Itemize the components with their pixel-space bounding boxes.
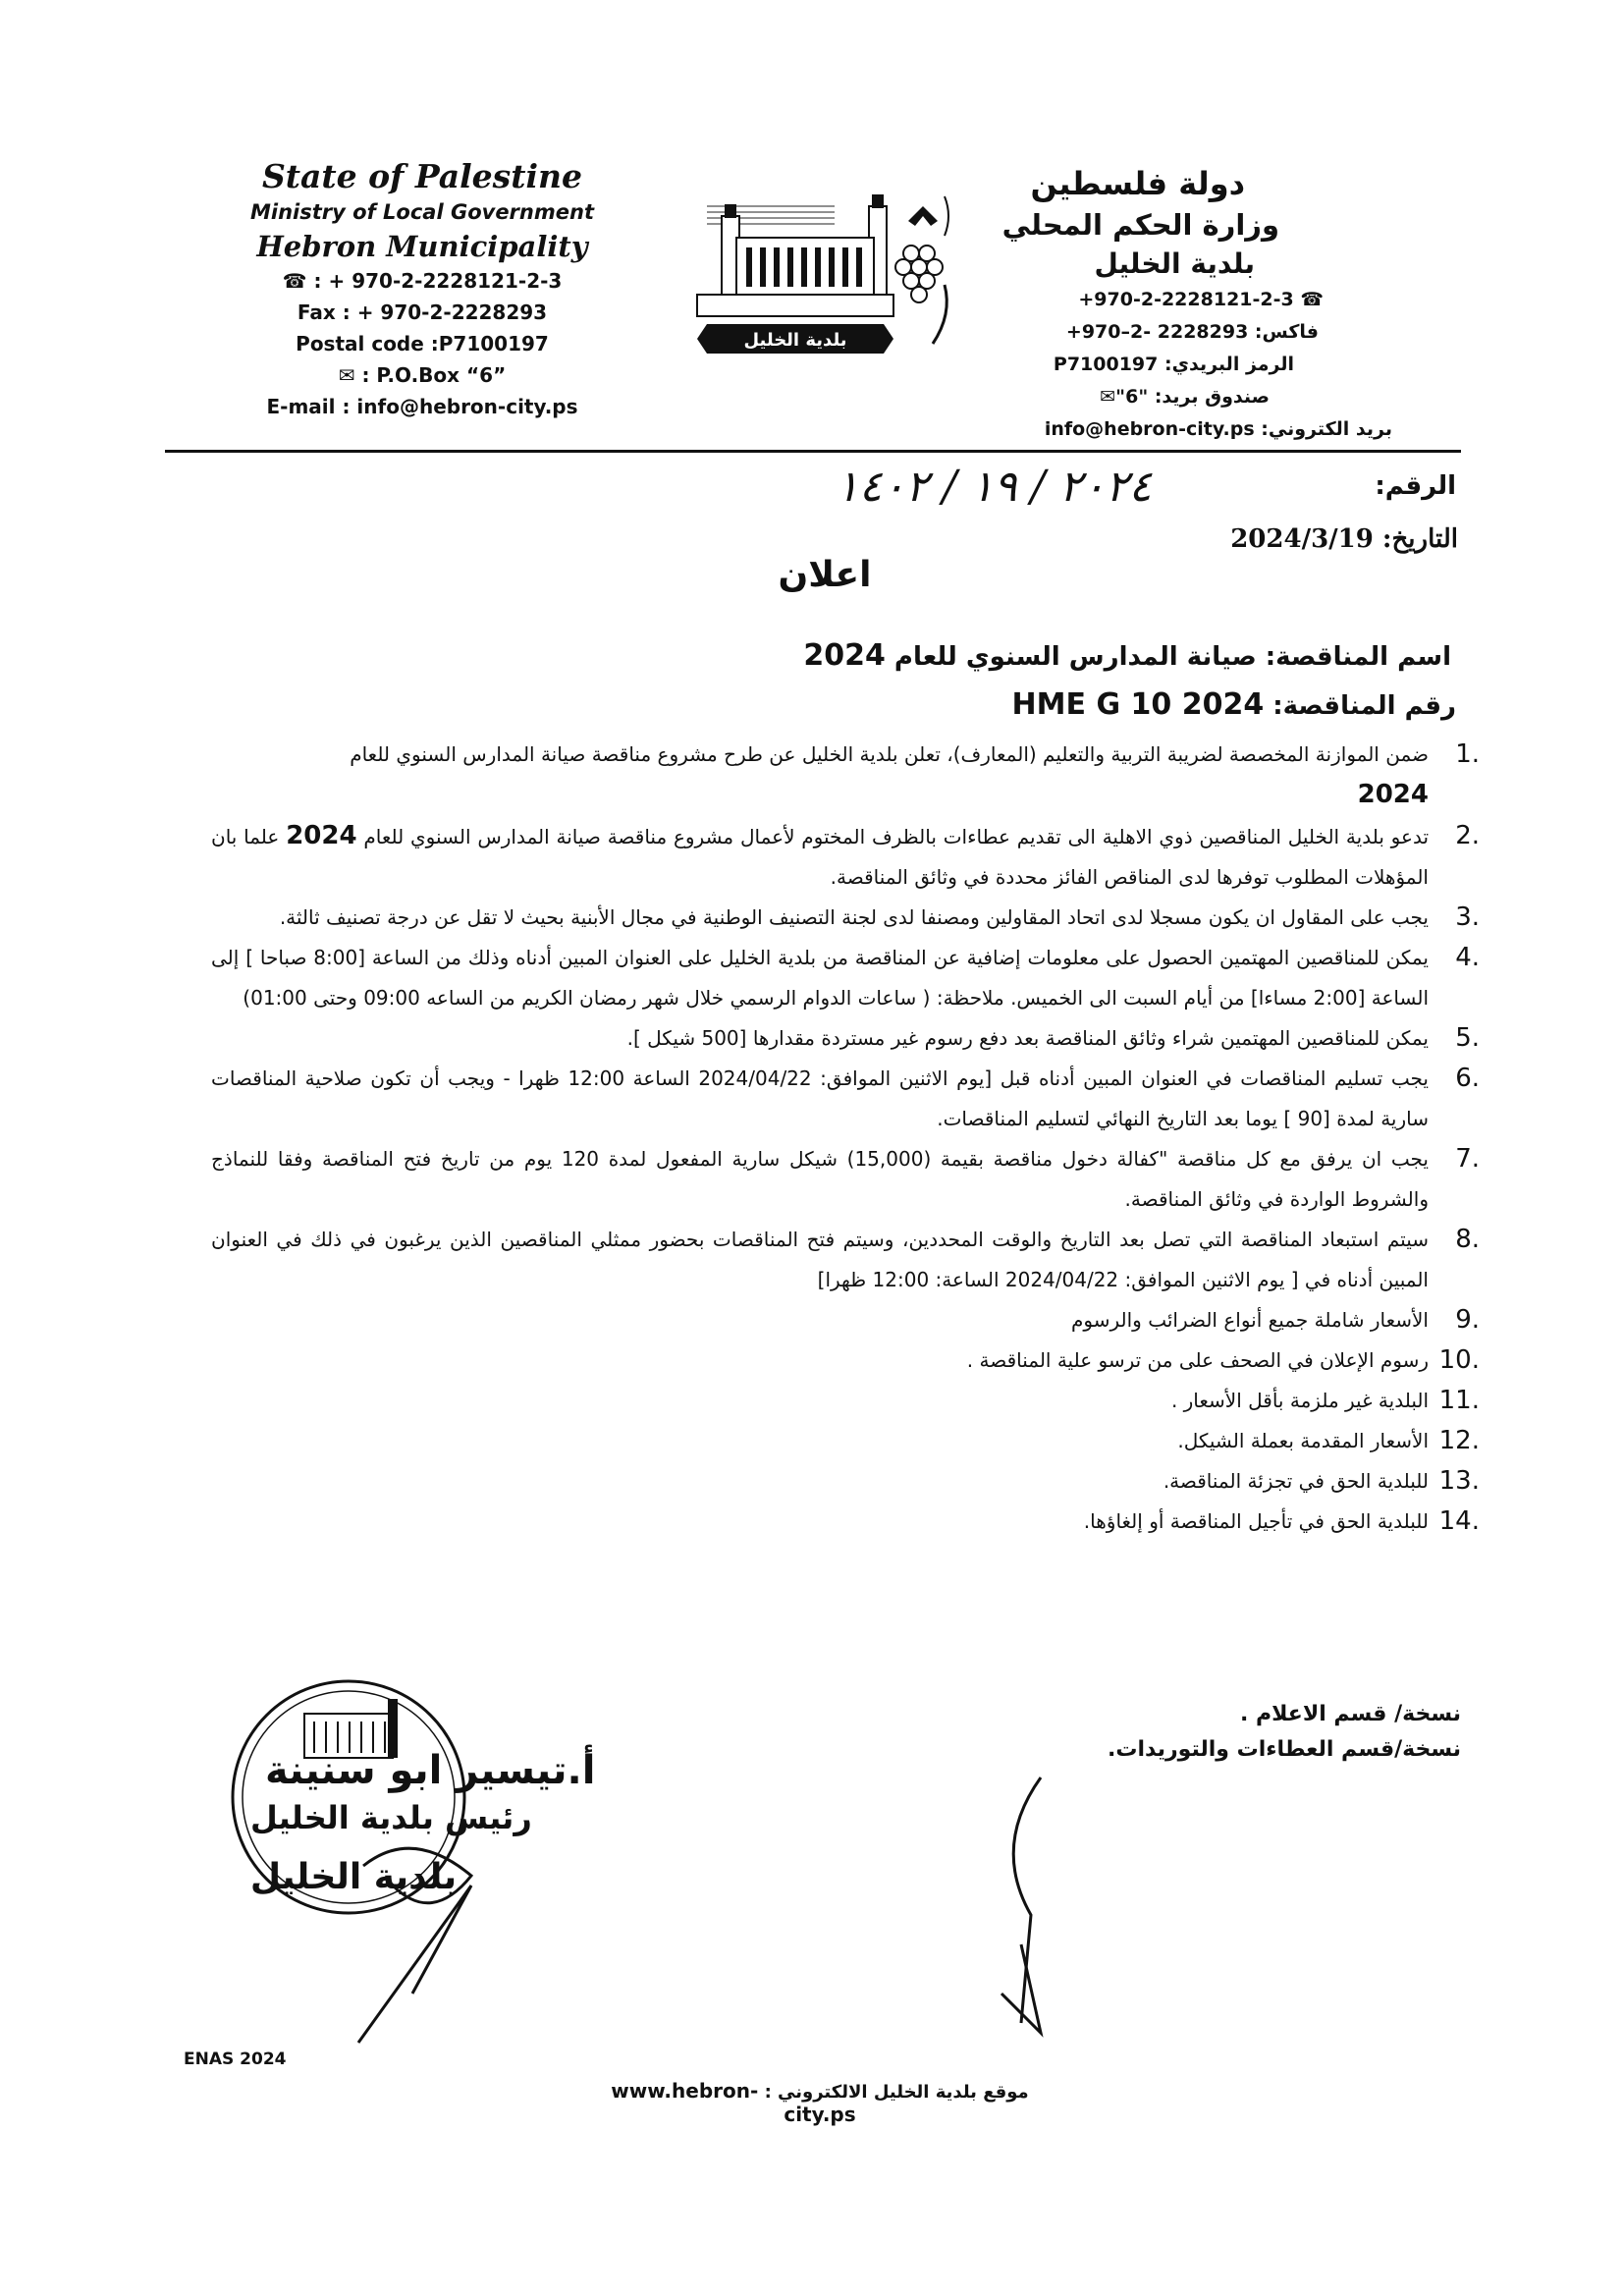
email-ar: بريد الكتروني: info@hebron-city.ps — [1044, 418, 1392, 440]
header-english — [226, 157, 619, 422]
list-item: 6. يجب تسليم المناقصات في العنوان المبين أدناه قبل [يوم الاثنين الموافق: 2024/04/22 الساعة 12:00 ظهرا - ويجب أن تكون صلاحية المناقصات سارية لمدة [90 ] يوما بعد التاريخ النهائي لتسليم المناقصات. — [211, 1064, 1480, 1130]
list-item: 14. للبلدية الحق في تأجيل المناقصة أو إلغاؤها. — [1083, 1506, 1480, 1536]
list-item: 3. يجب على المقاول ان يكون مسجلا لدى اتحاد المقاولين ومصنفا لدى لجنة التصنيف الوطنية في مجال الأبنية بحيث لا تقل عن درجة تصنيف ثالثة. — [279, 902, 1480, 932]
handwritten-signature — [353, 1768, 1080, 2052]
reference-number-handwritten: ٢٠٢٤ / ١٩ / ١٤٠٢ — [836, 462, 1152, 512]
phone-ar: +970-2-2228121-2-3 ☎ — [1078, 289, 1324, 310]
copy-tenders-dept: نسخة/قسم العطاءات والتوريدات. — [1108, 1737, 1461, 1762]
website-link[interactable]: www.hebron-city.ps — [611, 2079, 856, 2126]
tender-name-label: اسم المناقصة: صيانة المدارس السنوي للعام — [893, 642, 1451, 672]
footer-code: ENAS 2024 — [184, 2050, 287, 2069]
municipality-name-en: Hebron Municipality — [256, 230, 588, 263]
document-date: التاريخ: 2024/3/19 — [1230, 524, 1458, 554]
copy-media-dept: نسخة/ قسم الاعلام . — [1239, 1702, 1461, 1726]
list-item: 4. يمكن للمناقصين المهتمين الحصول على معلومات إضافية عن المناقصة من بلدية الخليل على العنوان المبين أدناه وذلك من الساعة [8:00 صباحا ] إلى الساعة [2:00 مساءا] من أيام السبت الى الخميس. ملاحظة: ( ساعات الدوام الرسمي خلال شهر رمضان الكريم من الساعه 09:00 وحتى 01:00) — [211, 943, 1480, 1010]
header-divider — [165, 450, 1461, 453]
tender-number-value: HME G 10 2024 — [1011, 687, 1265, 722]
fax-ar: فاكس: 2228293 -2–970+ — [1065, 321, 1319, 343]
list-item: 12. الأسعار المقدمة بعملة الشيكل. — [1177, 1426, 1480, 1455]
pobox-en: ✉ : P.O.Box “6” — [338, 363, 507, 387]
list-item: 1. ضمن الموازنة المخصصة لضريبة التربية والتعليم (المعارف)، تعلن بلدية الخليل عن طرح مشروع مناقصة صيانة المدارس السنوي للعام 2024 — [350, 739, 1480, 809]
list-item: 8. سيتم استبعاد المناقصة التي تصل بعد التاريخ والوقت المحددين، وسيتم فتح المناقصات بحضور ممثلي المناقصين الذين يرغبون في ذلك في العنوان المبين أدناه في [ يوم الاثنين الموافق: 2024/04/22 الساعة: 12:00 ظهرا] — [211, 1225, 1480, 1291]
list-item: 5. يمكن للمناقصين المهتمين شراء وثائق المناقصة بعد دفع رسوم غير مستردة مقدارها [500 شيكل ]. — [626, 1023, 1480, 1053]
municipality-name-ar: بلدية الخليل — [1094, 247, 1255, 280]
website-label: موقع بلدية الخليل الالكتروني : — [764, 2082, 1029, 2103]
phone-en: ☎ : + 970-2-2228121-2-3 — [282, 269, 563, 293]
list-item: 7. يجب ان يرفق مع كل مناقصة "كفالة دخول مناقصة بقيمة (15,000) شيكل سارية المفعول لمدة 120 يوم من تاريخ فتح المناقصة وفقا للنماذج والشروط الواردة في وثائق المناقصة. — [211, 1144, 1480, 1211]
signatory-title: رئيس بلدية الخليل — [250, 1799, 532, 1836]
signatory-name: أ.تيسير ابو سنينة — [265, 1748, 596, 1793]
stamp-text: بلدية الخليل — [249, 1857, 458, 1897]
tender-number — [1012, 687, 1456, 722]
ministry-name-ar: وزارة الحكم المحلي — [1001, 208, 1279, 242]
reference-label: الرقم: — [1375, 471, 1456, 501]
logo-banner-text: بلدية الخليل — [743, 330, 847, 351]
state-name-ar: دولة فلسطين — [1030, 165, 1245, 202]
footer-website — [584, 2079, 1055, 2126]
tender-name — [803, 638, 1451, 673]
tender-name-year: 2024 — [803, 638, 886, 673]
email-en: E-mail : info@hebron-city.ps — [266, 395, 578, 418]
postal-code-ar: الرمز البريدي: P7100197 — [1053, 354, 1294, 375]
list-item: 11. البلدية غير ملزمة بأقل الأسعار . — [1170, 1386, 1480, 1415]
postal-code-en: Postal code :P7100197 — [296, 332, 549, 355]
fax-en: Fax : + 970-2-2228293 — [297, 301, 548, 324]
state-name-en: State of Palestine — [261, 157, 583, 195]
tender-number-label: رقم المناقصة: — [1272, 691, 1456, 721]
page-title: اعلان — [778, 555, 872, 595]
list-item: 2. تدعو بلدية الخليل المناقصين ذوي الاهلية الى تقديم عطاءات بالظرف المختوم لأعمال مشروع مناقصة صيانة المدارس السنوي للعام 2024 علما بان المؤهلات المطلوب توفرها لدى المناقص الفائز محددة في وثائق المناقصة. — [211, 821, 1480, 889]
ministry-name-en: Ministry of Local Government — [250, 200, 594, 224]
municipality-logo — [687, 177, 962, 363]
header-arabic — [980, 162, 1392, 446]
list-item: 10. رسوم الإعلان في الصحف على من ترسو علية المناقصة . — [966, 1345, 1480, 1375]
copies-distribution — [1108, 1697, 1461, 1768]
list-item: 13. للبلدية الحق في تجزئة المناقصة. — [1163, 1466, 1480, 1496]
conditions-list — [211, 735, 1480, 1542]
pobox-ar: صندوق بريد: "6"✉ — [1100, 386, 1270, 408]
list-item: 9. الأسعار شاملة جميع أنواع الضرائب والرسوم — [1071, 1305, 1480, 1335]
